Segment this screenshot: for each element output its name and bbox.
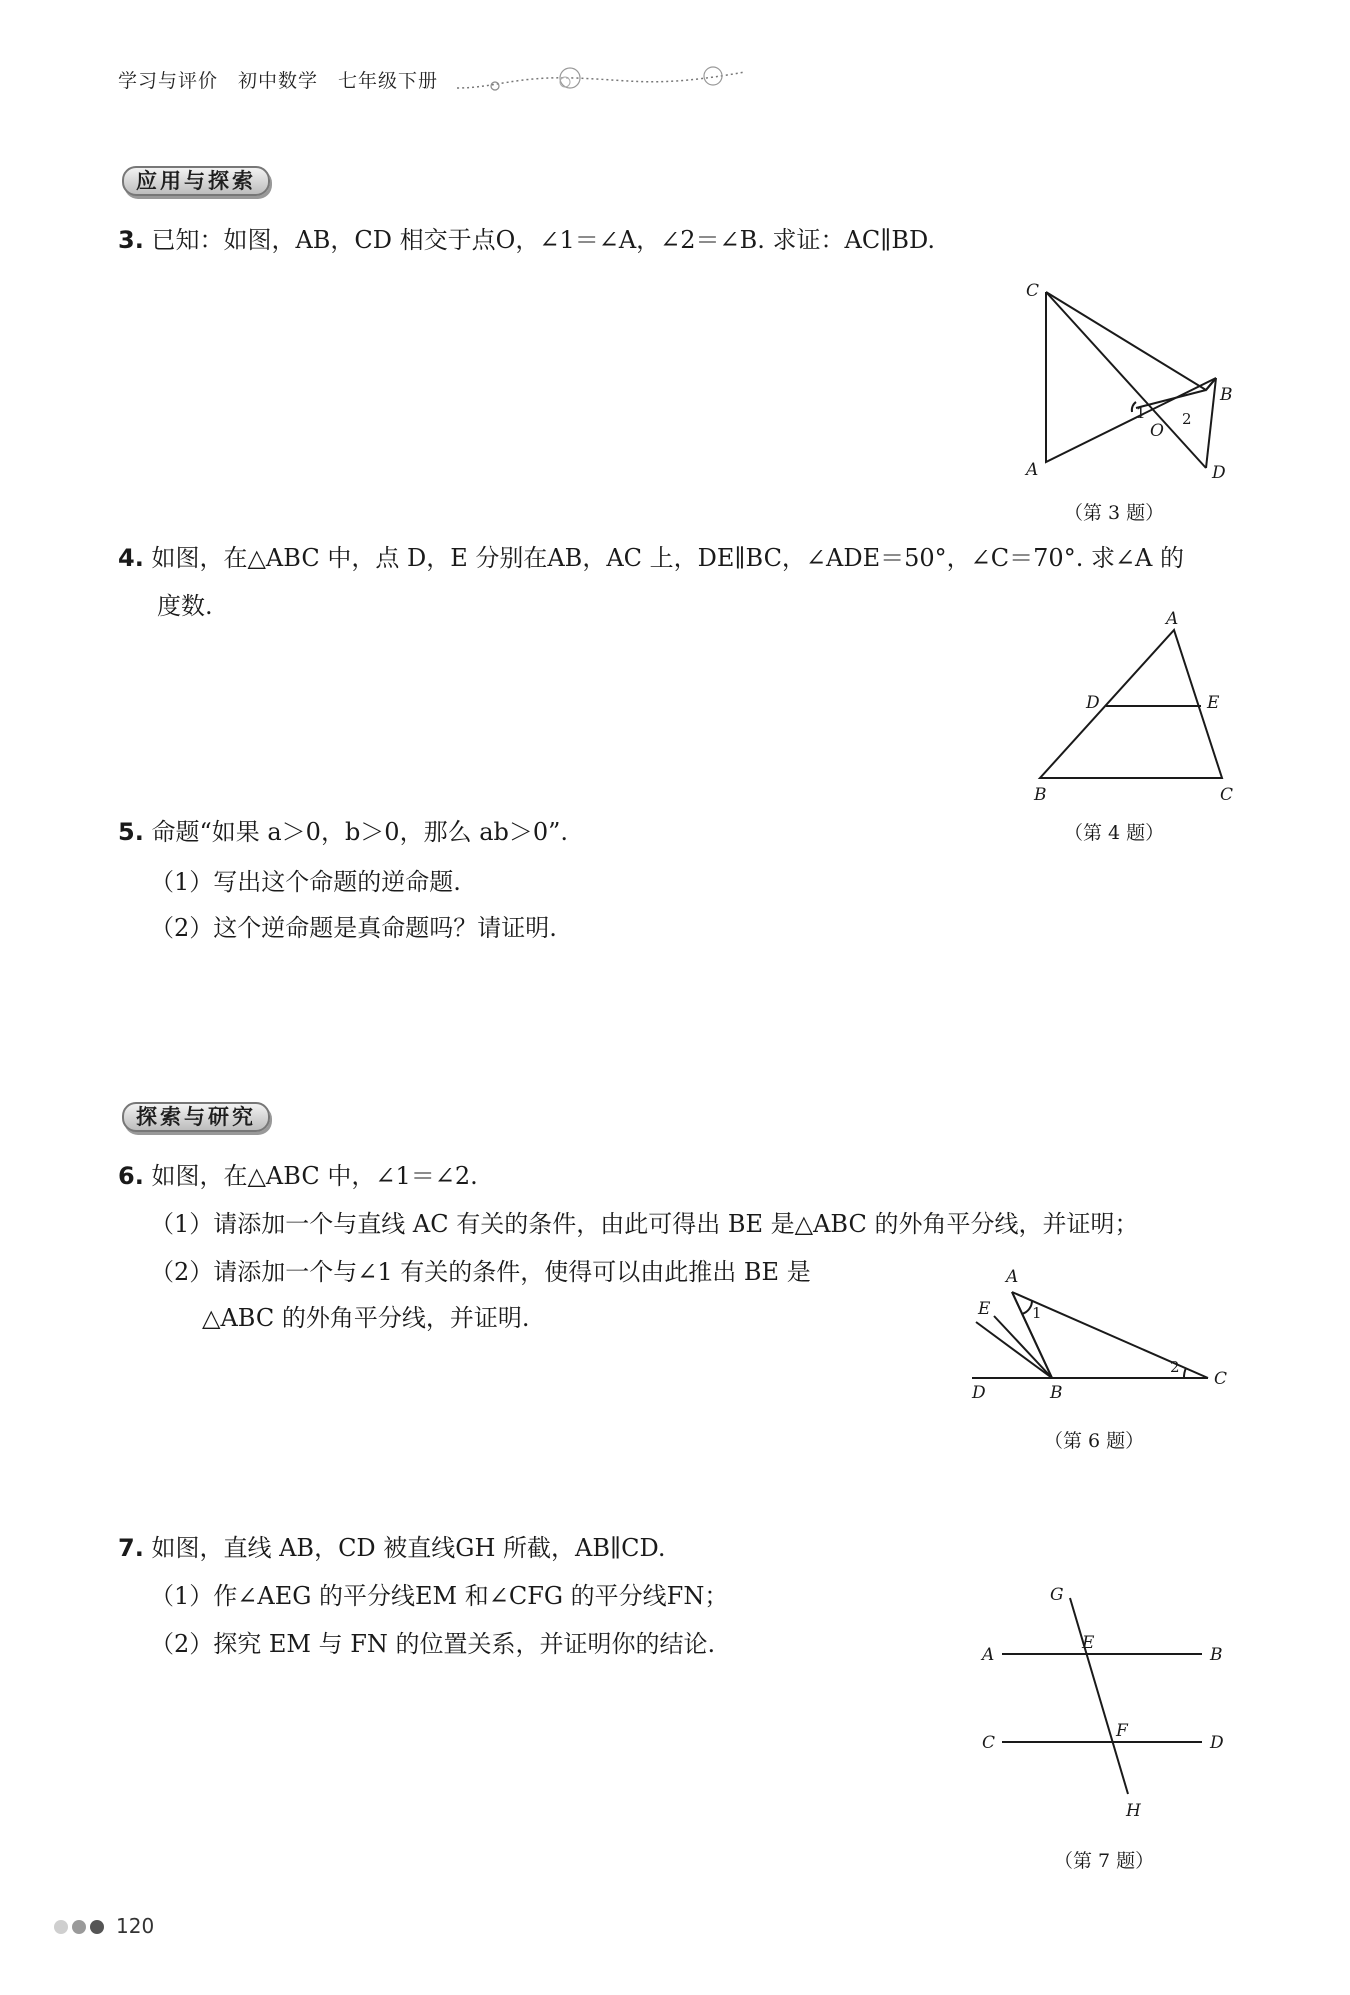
- caption-7: （第 7 题）: [1054, 1850, 1155, 1872]
- label-C: C: [1214, 1369, 1228, 1389]
- label-C: C: [1220, 785, 1234, 805]
- question-number: 4.: [118, 544, 144, 572]
- question-6-sub1: （1）请添加一个与直线 AC 有关的条件，由此可得出 BE 是△ABC 的外角平分线，并证明；: [150, 1210, 1139, 1238]
- question-number: 3.: [118, 226, 144, 254]
- figure-3: [1020, 278, 1260, 498]
- header-decoration: [455, 58, 755, 98]
- label-B: B: [1220, 385, 1233, 405]
- label-angle-1: 1: [1136, 404, 1146, 422]
- label-A: A: [1026, 460, 1039, 480]
- caption-4: （第 4 题）: [1064, 822, 1165, 844]
- label-E: E: [1207, 693, 1220, 713]
- question-5-sub2: （2）这个逆命题是真命题吗？请证明.: [150, 914, 557, 942]
- label-O: O: [1150, 421, 1164, 441]
- question-number: 5.: [118, 818, 144, 846]
- label-E: E: [978, 1299, 991, 1319]
- label-angle-1: 1: [1032, 1304, 1042, 1322]
- footer-dot-dark: [90, 1920, 104, 1934]
- label-D: D: [1212, 463, 1226, 483]
- footer-dot-light: [54, 1920, 68, 1934]
- figure-7: [970, 1584, 1240, 1824]
- label-H: H: [1126, 1801, 1141, 1821]
- label-C: C: [1026, 281, 1040, 301]
- figure-4: [1030, 608, 1270, 808]
- question-3: [118, 224, 935, 256]
- label-D: D: [1086, 693, 1100, 713]
- label-D: D: [972, 1383, 986, 1403]
- question-6-sub2b: △ABC 的外角平分线，并证明.: [202, 1304, 530, 1332]
- question-text-line1: 如图，在△ABC 中，点 D，E 分别在AB，AC 上，DE∥BC，∠ADE＝50°，∠C＝70°. 求∠A 的: [151, 544, 1185, 572]
- question-4-line2: 度数.: [157, 592, 213, 620]
- label-B: B: [1034, 785, 1047, 805]
- label-A: A: [982, 1645, 995, 1665]
- question-number: 6.: [118, 1162, 144, 1190]
- section-title-apply: 应用与探索: [122, 166, 270, 196]
- running-header: 学习与评价 初中数学 七年级下册: [118, 70, 439, 92]
- label-A: A: [1006, 1267, 1019, 1287]
- footer-dot-mid: [72, 1920, 86, 1934]
- label-D: D: [1210, 1733, 1224, 1753]
- caption-6: （第 6 题）: [1044, 1430, 1145, 1452]
- question-4: [118, 542, 1184, 574]
- question-7-sub1: （1）作∠AEG 的平分线EM 和∠CFG 的平分线FN；: [150, 1582, 729, 1610]
- question-text: 已知：如图，AB，CD 相交于点O，∠1＝∠A，∠2＝∠B. 求证：AC∥BD.: [151, 226, 935, 254]
- label-A: A: [1166, 609, 1179, 629]
- question-6-sub2a: （2）请添加一个与∠1 有关的条件，使得可以由此推出 BE 是: [150, 1258, 811, 1286]
- label-F: F: [1116, 1721, 1128, 1741]
- question-text: 如图，在△ABC 中，∠1＝∠2.: [151, 1162, 478, 1190]
- label-angle-2: 2: [1182, 410, 1192, 428]
- question-7-sub2: （2）探究 EM 与 FN 的位置关系，并证明你的结论.: [150, 1630, 716, 1658]
- question-5: [118, 816, 568, 848]
- caption-3: （第 3 题）: [1064, 502, 1165, 524]
- label-angle-2: 2: [1170, 1358, 1180, 1376]
- figure-3-lines: [1046, 292, 1216, 462]
- figure-6: [962, 1262, 1252, 1412]
- question-6: [118, 1160, 478, 1192]
- question-number: 7.: [118, 1534, 144, 1562]
- question-5-sub1: （1）写出这个命题的逆命题.: [150, 868, 461, 896]
- label-E: E: [1082, 1633, 1095, 1653]
- section-title-explore: 探索与研究: [122, 1102, 270, 1132]
- question-7: [118, 1532, 665, 1564]
- label-G: G: [1050, 1585, 1064, 1605]
- question-text: 如图，直线 AB，CD 被直线GH 所截，AB∥CD.: [151, 1534, 666, 1562]
- page-number: 120: [116, 1914, 155, 1938]
- question-text: 命题“如果 a＞0，b＞0，那么 ab＞0”.: [151, 818, 569, 846]
- label-B: B: [1050, 1383, 1063, 1403]
- label-C: C: [982, 1733, 996, 1753]
- label-B: B: [1210, 1645, 1223, 1665]
